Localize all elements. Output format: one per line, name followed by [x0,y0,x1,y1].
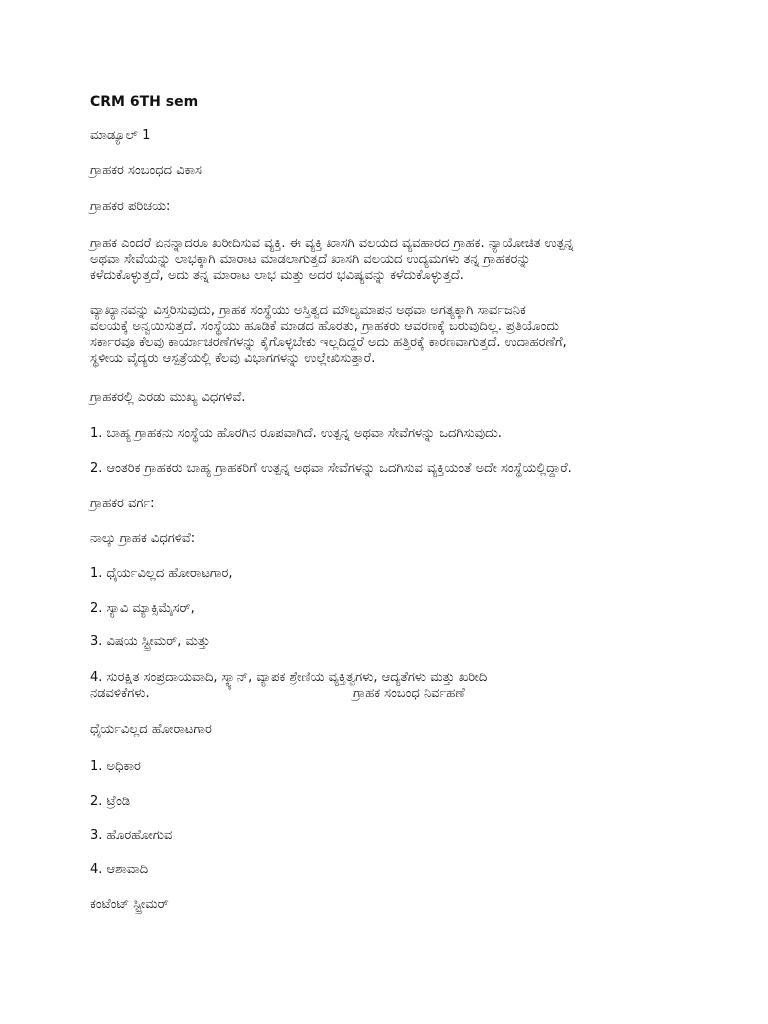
section-heading-struggler: ಧೈರ್ಯವಿಲ್ಲದ ಹೋರಾಟಗಾರ [90,722,212,737]
crm-footer-label: ಗ್ರಾಹಕ ಸಂಬಂಧ ನಿರ್ವಹಣೆ [353,686,465,701]
sublist-item-trendy: 2. ಟ್ರೆಂಡಿ [90,794,131,809]
sublist-item-outgoing: 3. ಹೊರಹೋಗುವ [90,828,173,843]
two-types-heading: ಗ್ರಾಹಕರಲ್ಲಿ ಎರಡು ಮುಖ್ಯ ವಿಧಗಳಿವೆ. [90,390,246,405]
section-heading-content-streamer: ಕಂಟೆಂಟ್ ಸ್ಟ್ರೀಮರ್ [90,897,169,912]
section-heading-class: ಗ್ರಾಹಕರ ವರ್ಗ: [90,496,155,511]
paragraph-line: ಸರ್ಕಾರವೂ ಕೆಲವು ಕಾರ್ಯಾಚರಣೆಗಳನ್ನು ಕೈಗೊಳ್ಳಬೇಕು ಇಲ್ಲದಿದ್ದರೆ ಅದು ಹತ್ತಿರಕ್ಕೆ ಕಾರಣವಾಗುತ್ತದೆ. ಉದಾಹರಣೆಗೆ, [90,335,567,350]
document-title: CRM 6TH sem [90,94,199,110]
list-item-conservative: 4. ಸುರಕ್ಷಿತ ಸಂಪ್ರದಾಯವಾದಿ, ಸ್ಕ್ಯಾನ್, ವ್ಯಾಪಕ ಶ್ರೇಣಿಯ ವ್ಯಕ್ತಿತ್ವಗಳು, ಆದ್ಯತೆಗಳು ಮತ್ತು ಖರೀದಿ [90,670,488,685]
paragraph-line: ಸ್ಥಳೀಯ ವೈದ್ಯರು ಆಸ್ಪತ್ರೆಯಲ್ಲಿ ಕೆಲವು ವಿಭಾಗಗಳನ್ನು ಉಲ್ಲೇಖಿಸುತ್ತಾರೆ. [90,351,376,366]
paragraph-line: ಗ್ರಾಹಕ ಎಂದರೆ ಏನನ್ನಾದರೂ ಖರೀದಿಸುವ ವ್ಯಕ್ತಿ. ಈ ವ್ಯಕ್ತಿ ಖಾಸಗಿ ವಲಯದ ವ್ಯವಹಾರದ ಗ್ರಾಹಕ. ನ್ಯಾಯೋಚಿತ ಉತ್ಪನ್ನ [90,236,574,251]
module-heading: ಮಾಡ್ಯೂಲ್ 1 [90,128,151,143]
paragraph-extension [90,303,680,367]
paragraph-definition [90,236,680,284]
list-item-streamer: 3. ವಿಷಯ ಸ್ಟ್ರೀಮರ್, ಮತ್ತು [90,634,210,649]
list-item-maximizer: 2. ಸ್ಯಾವಿ ಮ್ಯಾಕ್ಸಿಮೈಸರ್, [90,601,195,616]
section-heading-intro: ಗ್ರಾಹಕರ ಪರಿಚಯ: [90,199,171,214]
sublist-item-authority: 1. ಅಧಿಕಾರ [90,759,141,774]
list-item-conservative-continued: ನಡವಳಿಕೆಗಳು. [90,686,150,701]
list-item-external: 1. ಬಾಹ್ಯ ಗ್ರಾಹಕನು ಸಂಸ್ಥೆಯ ಹೊರಗಿನ ರೂಪವಾಗಿದೆ. ಉತ್ಪನ್ನ ಅಥವಾ ಸೇವೆಗಳನ್ನು ಒದಗಿಸುವುದು. [90,426,502,441]
sublist-item-optimist: 4. ಆಶಾವಾದಿ [90,862,149,877]
paragraph-line: ವ್ಯಾಖ್ಯಾನವನ್ನು ವಿಸ್ತರಿಸುವುದು, ಗ್ರಾಹಕ ಸಂಸ್ಥೆಯು ಅಸ್ತಿತ್ವದ ಮೌಲ್ಯಮಾಪನ ಅಥವಾ ಅಗತ್ಯಕ್ಕಾಗಿ ಸಾರ್ವಜನಿಕ [90,303,526,318]
list-item-struggler: 1. ಧೈರ್ಯವಿಲ್ಲದ ಹೋರಾಟಗಾರ, [90,566,233,581]
list-item-internal: 2. ಆಂತರಿಕ ಗ್ರಾಹಕರು ಬಾಹ್ಯ ಗ್ರಾಹಕರಿಗೆ ಉತ್ಪನ್ನ ಅಥವಾ ಸೇವೆಗಳನ್ನು ಒದಗಿಸುವ ವ್ಯಕ್ತಿಯಂತೆ ಅದೇ ಸಂಸ್ಥೆಯಲ್ಲಿದ್ದಾರೆ. [90,461,572,476]
paragraph-line: ಕಳೆದುಕೊಳ್ಳುತ್ತದೆ, ಅದು ತನ್ನ ಮಾರಾಟ ಲಾಭ ಮತ್ತು ಅದರ ಭವಿಷ್ಯವನ್ನು ಕಳೆದುಕೊಳ್ಳುತ್ತದೆ. [90,268,464,283]
paragraph-line: ವಲಯಕ್ಕೆ ಅನ್ವಯಿಸುತ್ತದೆ. ಸಂಸ್ಥೆಯು ಹೂಡಿಕೆ ಮಾಡದ ಹೊರತು, ಗ್ರಾಹಕರು ಆವರಣಕ್ಕೆ ಬರುವುದಿಲ್ಲ. ಪ್ರತಿಯೊಂದು [90,319,559,334]
paragraph-line: ಅಥವಾ ಸೇವೆಯನ್ನು ಲಾಭಕ್ಕಾಗಿ ಮಾರಾಟ ಮಾಡಲಾಗುತ್ತದೆ ಖಾಸಗಿ ವಲಯದ ಉದ್ಯಮಗಳು ತನ್ನ ಗ್ರಾಹಕರನ್ನು [90,252,531,267]
section-heading-development: ಗ್ರಾಹಕರ ಸಂಬಂಧದ ವಿಕಾಸ [90,163,202,178]
four-types-heading: ನಾಲ್ಕು ಗ್ರಾಹಕ ವಿಧಗಳಿವೆ: [90,531,196,546]
